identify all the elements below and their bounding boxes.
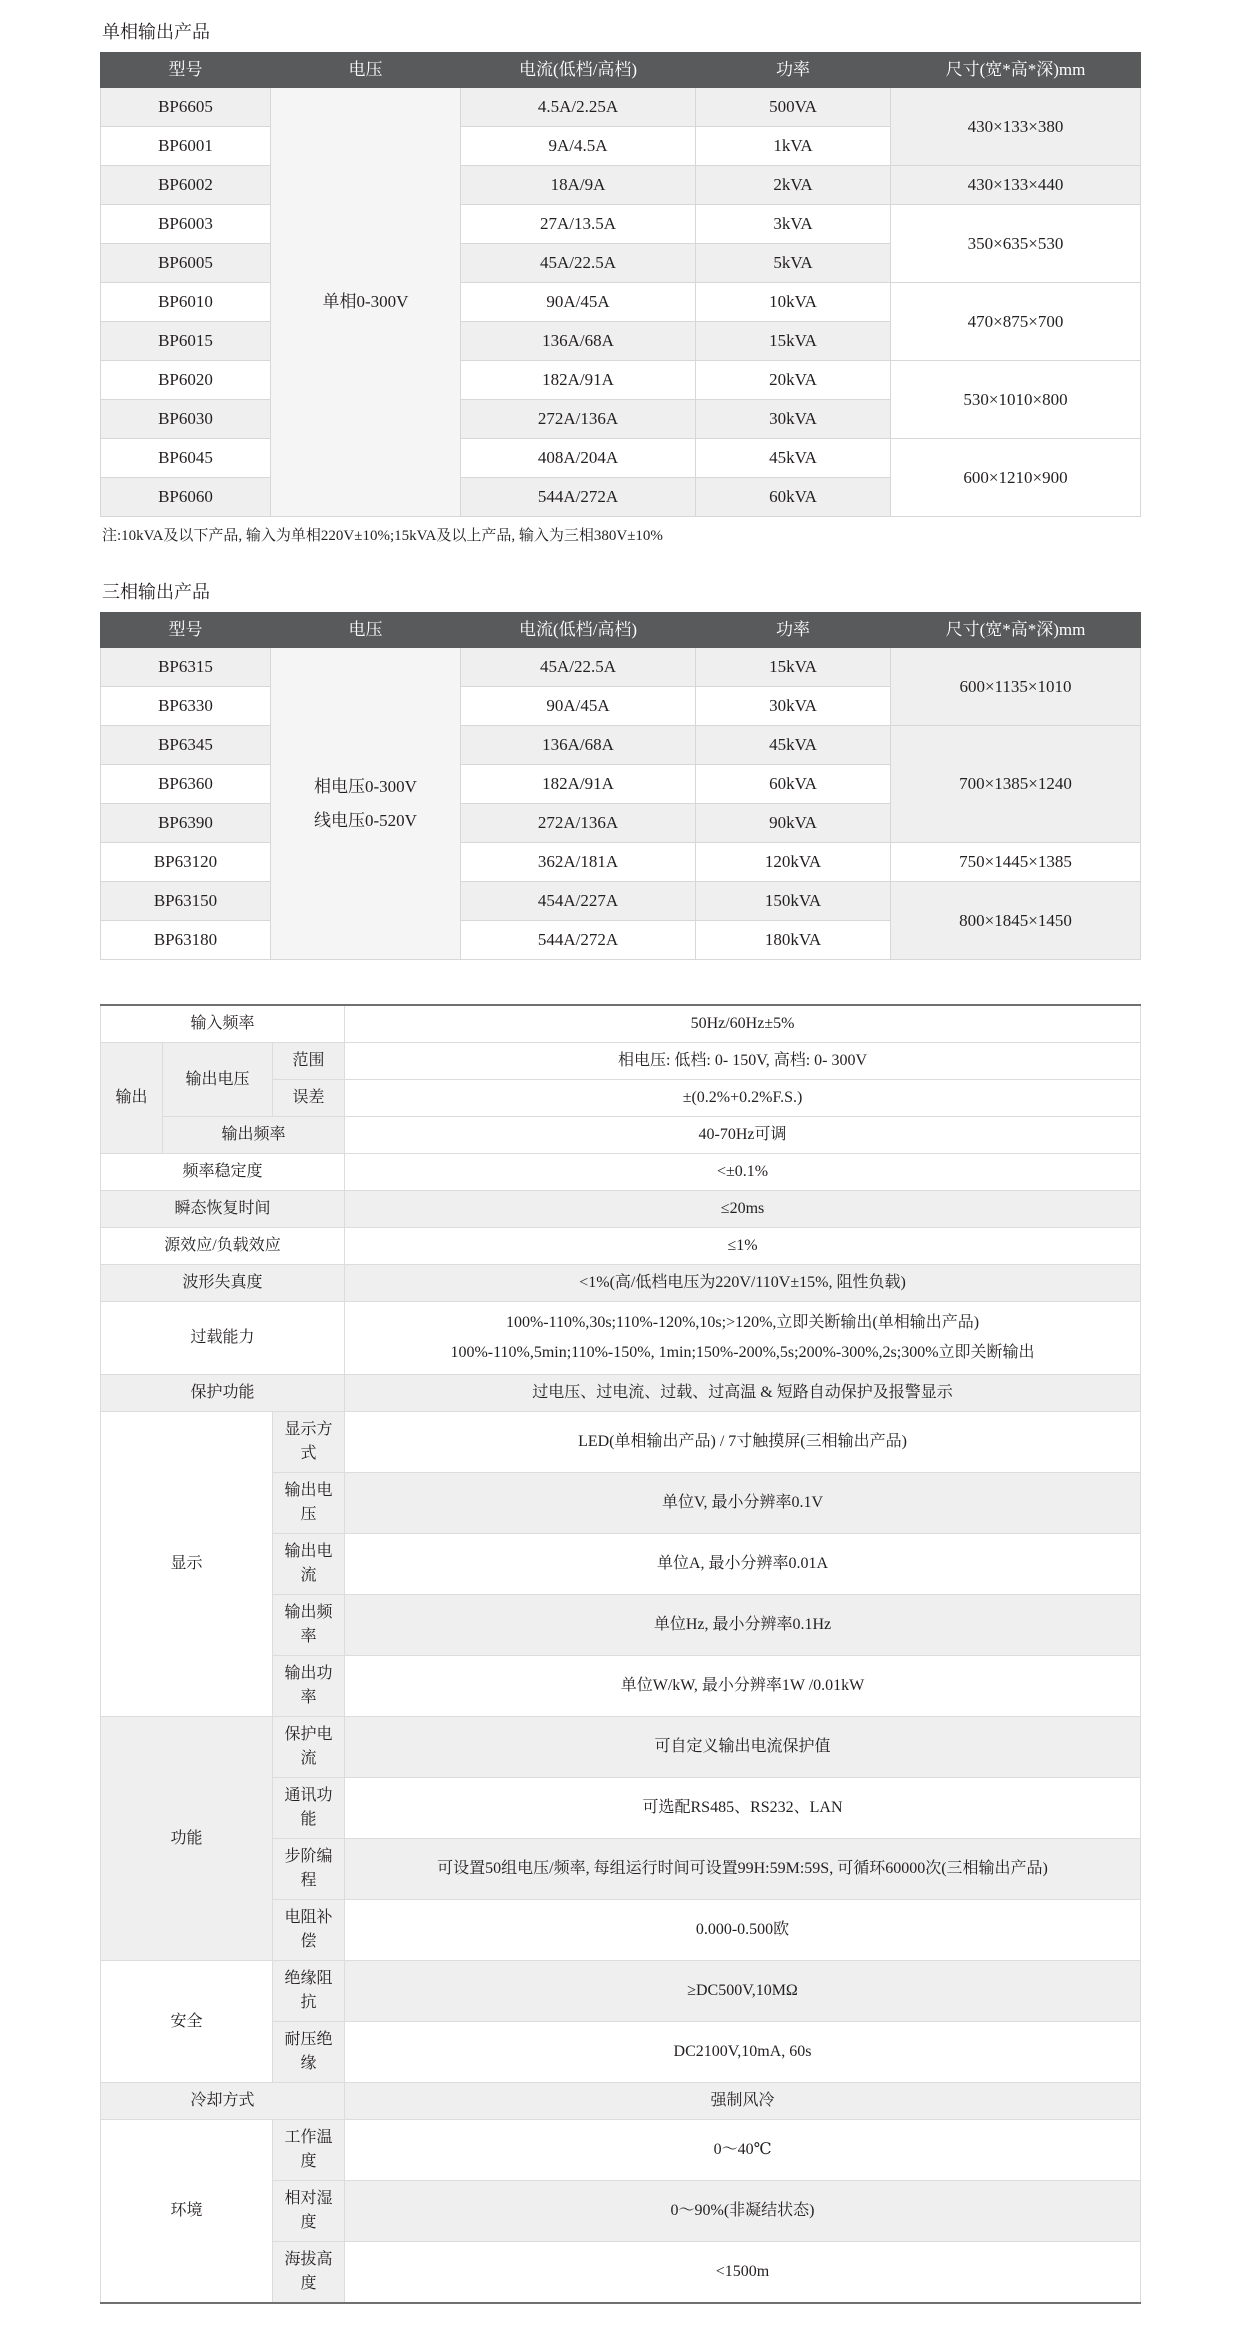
spec-group-function: 功能: [101, 1717, 273, 1961]
spec-row-function-protection-current: [101, 1717, 1141, 1778]
cell-model: BP6020: [101, 361, 271, 400]
spec-label: 输出频率: [273, 1595, 345, 1656]
cell-power: 30kVA: [696, 687, 891, 726]
cell-current: 182A/91A: [461, 765, 696, 804]
spec-label-error: 误差: [273, 1080, 345, 1117]
cell-current: 544A/272A: [461, 478, 696, 517]
cell-model: BP6390: [101, 804, 271, 843]
cell-current: 272A/136A: [461, 400, 696, 439]
spec-label: 保护电流: [273, 1717, 345, 1778]
cell-power: 15kVA: [696, 322, 891, 361]
spec-value: 0.000-0.500欧: [345, 1900, 1141, 1961]
cell-power: 15kVA: [696, 648, 891, 687]
cell-current: 4.5A/2.25A: [461, 88, 696, 127]
spec-value: 单位A, 最小分辨率0.01A: [345, 1534, 1141, 1595]
cell-current: 9A/4.5A: [461, 127, 696, 166]
table-row: [101, 648, 1141, 687]
spec-value: 可设置50组电压/频率, 每组运行时间可设置99H:59M:59S, 可循环60000次(三相输出产品): [345, 1839, 1141, 1900]
cell-size: 350×635×530: [891, 205, 1141, 283]
spec-label: 输出电压: [273, 1473, 345, 1534]
cell-power: 5kVA: [696, 244, 891, 283]
spec-value: <1%(高/低档电压为220V/110V±15%, 阻性负载): [345, 1265, 1141, 1302]
spec-label: 电阻补偿: [273, 1900, 345, 1961]
spec-value: 过电压、过电流、过载、过高温 & 短路自动保护及报警显示: [345, 1375, 1141, 1412]
spec-group-environment: 环境: [101, 2120, 273, 2304]
cell-model: BP6005: [101, 244, 271, 283]
spec-label: 步阶编程: [273, 1839, 345, 1900]
spec-label: 过载能力: [101, 1302, 345, 1375]
cell-power: 30kVA: [696, 400, 891, 439]
spec-group-output: 输出: [101, 1043, 163, 1154]
cell-model: BP6605: [101, 88, 271, 127]
spec-value: 50Hz/60Hz±5%: [345, 1005, 1141, 1043]
spec-label: 耐压绝缘: [273, 2022, 345, 2083]
header-power: 功率: [696, 53, 891, 88]
cell-model: BP6360: [101, 765, 271, 804]
table-row: [101, 361, 1141, 400]
cell-size: 600×1135×1010: [891, 648, 1141, 726]
spec-row-env-temperature: [101, 2120, 1141, 2181]
cell-power: 90kVA: [696, 804, 891, 843]
spec-group-safety: 安全: [101, 1961, 273, 2083]
cell-power: 180kVA: [696, 921, 891, 960]
cell-size: 700×1385×1240: [891, 726, 1141, 843]
single-phase-table: [100, 52, 1141, 517]
spec-row-input-frequency: [101, 1005, 1141, 1043]
spec-label: 绝缘阻抗: [273, 1961, 345, 2022]
cell-current: 45A/22.5A: [461, 244, 696, 283]
cell-size: 600×1210×900: [891, 439, 1141, 517]
table-header-row: [101, 613, 1141, 648]
spec-label: 海拔高度: [273, 2242, 345, 2304]
spec-label: 输出电流: [273, 1534, 345, 1595]
cell-current: 27A/13.5A: [461, 205, 696, 244]
spec-value: <±0.1%: [345, 1154, 1141, 1191]
spec-value: 单位Hz, 最小分辨率0.1Hz: [345, 1595, 1141, 1656]
spec-row-distortion: [101, 1265, 1141, 1302]
spec-value: ≤20ms: [345, 1191, 1141, 1228]
cell-model: BP6015: [101, 322, 271, 361]
cell-model: BP63120: [101, 843, 271, 882]
table-row: [101, 166, 1141, 205]
spec-label: 输入频率: [101, 1005, 345, 1043]
cell-current: 90A/45A: [461, 687, 696, 726]
cell-power: 60kVA: [696, 478, 891, 517]
spec-value: 0～40℃: [345, 2120, 1141, 2181]
cell-power: 20kVA: [696, 361, 891, 400]
spec-label: 瞬态恢复时间: [101, 1191, 345, 1228]
spec-row-overload: [101, 1302, 1141, 1375]
cell-model: BP6345: [101, 726, 271, 765]
spec-value: 0～90%(非凝结状态): [345, 2181, 1141, 2242]
spec-label-range: 范围: [273, 1043, 345, 1080]
cell-current: 272A/136A: [461, 804, 696, 843]
spec-value: 强制风冷: [345, 2083, 1141, 2120]
cell-size: 430×133×380: [891, 88, 1141, 166]
cell-model: BP6045: [101, 439, 271, 478]
cell-size: 750×1445×1385: [891, 843, 1141, 882]
spec-label: 显示方式: [273, 1412, 345, 1473]
spec-label: 冷却方式: [101, 2083, 345, 2120]
spec-value: ≥DC500V,10MΩ: [345, 1961, 1141, 2022]
cell-power: 150kVA: [696, 882, 891, 921]
single-phase-title: 单相输出产品: [102, 22, 210, 42]
cell-current: 362A/181A: [461, 843, 696, 882]
cell-model: BP6001: [101, 127, 271, 166]
cell-model: BP6315: [101, 648, 271, 687]
cell-model: BP6010: [101, 283, 271, 322]
spec-label: 波形失真度: [101, 1265, 345, 1302]
spec-row-safety-insulation: [101, 1961, 1141, 2022]
cell-voltage-line1: 相电压0-300V: [314, 776, 417, 796]
cell-power: 120kVA: [696, 843, 891, 882]
spec-value: 单位W/kW, 最小分辨率1W /0.01kW: [345, 1656, 1141, 1717]
header-current: 电流(低档/高档): [461, 613, 696, 648]
table-row: [101, 726, 1141, 765]
cell-size: 530×1010×800: [891, 361, 1141, 439]
spec-value: ≤1%: [345, 1228, 1141, 1265]
cell-model: BP6060: [101, 478, 271, 517]
cell-current: 408A/204A: [461, 439, 696, 478]
spec-value-line1: 100%-110%,30s;110%-120%,10s;>120%,立即关断输出(单相输出产品): [505, 1314, 980, 1331]
spec-label: 保护功能: [101, 1375, 345, 1412]
cell-current: 136A/68A: [461, 726, 696, 765]
spec-value: <1500m: [345, 2242, 1141, 2304]
cell-power: 2kVA: [696, 166, 891, 205]
table-row: [101, 882, 1141, 921]
table-row: [101, 283, 1141, 322]
cell-model: BP63150: [101, 882, 271, 921]
cell-model: BP6330: [101, 687, 271, 726]
spec-sublabel-output-voltage: 输出电压: [163, 1043, 273, 1117]
header-size: 尺寸(宽*高*深)mm: [891, 613, 1141, 648]
cell-model: BP63180: [101, 921, 271, 960]
cell-size: 470×875×700: [891, 283, 1141, 361]
spec-value: 相电压: 低档: 0- 150V, 高档: 0- 300V: [345, 1043, 1141, 1080]
cell-voltage: [271, 648, 461, 960]
table-row: [101, 88, 1141, 127]
three-phase-table: [100, 612, 1141, 960]
spec-row-output-frequency: [101, 1117, 1141, 1154]
spec-label: 输出功率: [273, 1656, 345, 1717]
cell-power: 3kVA: [696, 205, 891, 244]
header-voltage: 电压: [271, 53, 461, 88]
spec-value-line2: 100%-110%,5min;110%-150%, 1min;150%-200%,5s;200%-300%,2s;300%立即关断输出: [450, 1344, 1035, 1361]
spec-row-source-load-effect: [101, 1228, 1141, 1265]
cell-power: 45kVA: [696, 726, 891, 765]
cell-power: 500VA: [696, 88, 891, 127]
cell-model: BP6003: [101, 205, 271, 244]
spec-value: 单位V, 最小分辨率0.1V: [345, 1473, 1141, 1534]
cell-current: 454A/227A: [461, 882, 696, 921]
three-phase-title: 三相输出产品: [102, 582, 210, 602]
specifications-table: [100, 1004, 1141, 2304]
cell-current: 90A/45A: [461, 283, 696, 322]
header-model: 型号: [101, 613, 271, 648]
cell-model: BP6030: [101, 400, 271, 439]
cell-voltage: 单相0-300V: [271, 88, 461, 517]
header-size: 尺寸(宽*高*深)mm: [891, 53, 1141, 88]
cell-power: 10kVA: [696, 283, 891, 322]
spec-row-protection: [101, 1375, 1141, 1412]
spec-value: [345, 1302, 1141, 1375]
spec-label: 频率稳定度: [101, 1154, 345, 1191]
cell-current: 182A/91A: [461, 361, 696, 400]
cell-power: 1kVA: [696, 127, 891, 166]
table-row: [101, 439, 1141, 478]
cell-current: 136A/68A: [461, 322, 696, 361]
header-voltage: 电压: [271, 613, 461, 648]
spec-label: 输出频率: [163, 1117, 345, 1154]
table-row: [101, 205, 1141, 244]
spacer: [100, 548, 1140, 578]
cell-size: 430×133×440: [891, 166, 1141, 205]
header-power: 功率: [696, 613, 891, 648]
spec-label: 通讯功能: [273, 1778, 345, 1839]
cell-model: BP6002: [101, 166, 271, 205]
spec-row-recovery-time: [101, 1191, 1141, 1228]
spec-label: 相对湿度: [273, 2181, 345, 2242]
cell-current: 544A/272A: [461, 921, 696, 960]
cell-size: 800×1845×1450: [891, 882, 1141, 960]
spec-value: 40-70Hz可调: [345, 1117, 1141, 1154]
single-phase-note: 注:10kVA及以下产品, 输入为单相220V±10%;15kVA及以上产品, 输入为三相380V±10%: [102, 528, 663, 544]
cell-current: 18A/9A: [461, 166, 696, 205]
spec-row-frequency-stability: [101, 1154, 1141, 1191]
spec-row-display-method: [101, 1412, 1141, 1473]
spec-value: 可自定义输出电流保护值: [345, 1717, 1141, 1778]
spec-value: DC2100V,10mA, 60s: [345, 2022, 1141, 2083]
spec-label: 工作温度: [273, 2120, 345, 2181]
cell-current: 45A/22.5A: [461, 648, 696, 687]
spacer: [100, 960, 1140, 1004]
table-row: [101, 843, 1141, 882]
header-model: 型号: [101, 53, 271, 88]
spec-row-cooling: [101, 2083, 1141, 2120]
spec-value: LED(单相输出产品) / 7寸触摸屏(三相输出产品): [345, 1412, 1141, 1473]
cell-voltage-line2: 线电压0-520V: [314, 810, 417, 830]
header-current: 电流(低档/高档): [461, 53, 696, 88]
spec-value: 可选配RS485、RS232、LAN: [345, 1778, 1141, 1839]
spec-value: ±(0.2%+0.2%F.S.): [345, 1080, 1141, 1117]
table-header-row: [101, 53, 1141, 88]
spec-row-output-voltage-range: [101, 1043, 1141, 1080]
cell-power: 60kVA: [696, 765, 891, 804]
spec-group-display: 显示: [101, 1412, 273, 1717]
spec-label: 源效应/负载效应: [101, 1228, 345, 1265]
cell-power: 45kVA: [696, 439, 891, 478]
